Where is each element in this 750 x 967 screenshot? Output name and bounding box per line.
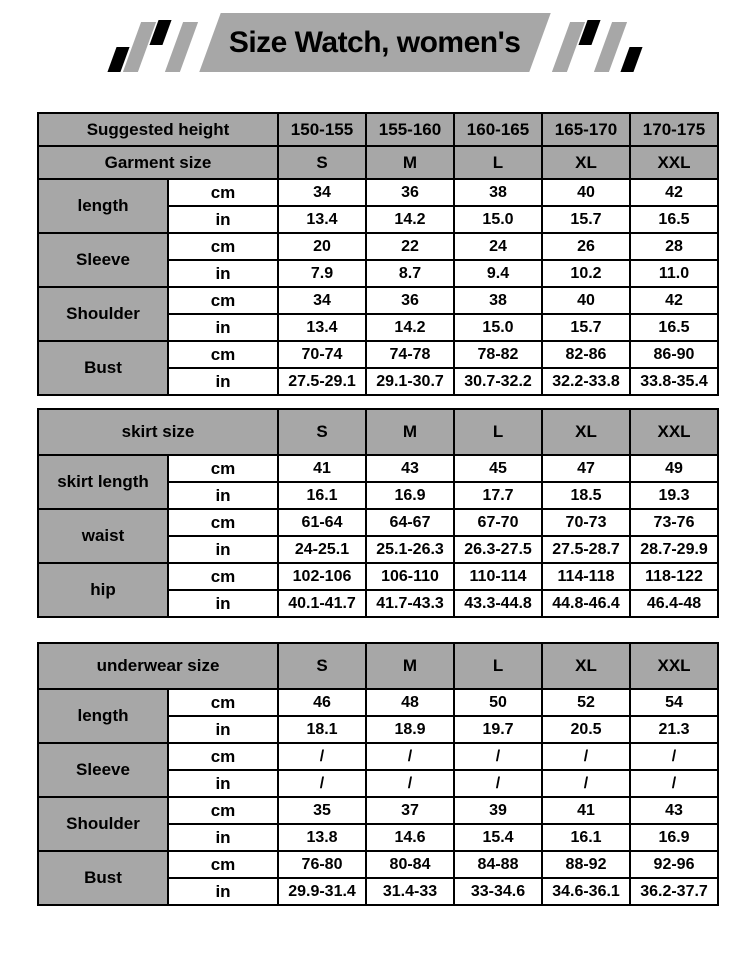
value-cell: / [630, 770, 718, 797]
column-header: S [278, 146, 366, 179]
row-group-label: Sleeve [38, 233, 168, 287]
value-cell: 30.7-32.2 [454, 368, 542, 395]
value-cell: 43.3-44.8 [454, 590, 542, 617]
row-group-label: Shoulder [38, 287, 168, 341]
value-cell: 118-122 [630, 563, 718, 590]
value-cell: / [454, 743, 542, 770]
unit-cell: in [168, 206, 278, 233]
row-group-label: length [38, 689, 168, 743]
value-cell: 40 [542, 179, 630, 206]
column-header: 170-175 [630, 113, 718, 146]
value-cell: 13.4 [278, 206, 366, 233]
row-group-label: Shoulder [38, 797, 168, 851]
value-cell: 8.7 [366, 260, 454, 287]
value-cell: 88-92 [542, 851, 630, 878]
value-cell: / [366, 770, 454, 797]
value-cell: 16.9 [630, 824, 718, 851]
unit-cell: in [168, 536, 278, 563]
value-cell: 41 [542, 797, 630, 824]
unit-cell: in [168, 482, 278, 509]
unit-cell: cm [168, 455, 278, 482]
value-cell: 13.8 [278, 824, 366, 851]
column-header: XXL [630, 409, 718, 455]
value-cell: 15.7 [542, 314, 630, 341]
value-cell: 44.8-46.4 [542, 590, 630, 617]
value-cell: 41 [278, 455, 366, 482]
value-cell: 24-25.1 [278, 536, 366, 563]
value-cell: 16.1 [542, 824, 630, 851]
value-cell: / [630, 743, 718, 770]
value-cell: 14.2 [366, 206, 454, 233]
value-cell: 19.7 [454, 716, 542, 743]
size-table [37, 408, 719, 618]
unit-cell: in [168, 770, 278, 797]
value-cell: 80-84 [366, 851, 454, 878]
unit-cell: cm [168, 851, 278, 878]
value-cell: 27.5-28.7 [542, 536, 630, 563]
value-cell: 18.1 [278, 716, 366, 743]
column-header: XL [542, 643, 630, 689]
column-header: S [278, 409, 366, 455]
value-cell: 15.0 [454, 314, 542, 341]
title-banner-plate [199, 13, 550, 72]
size-table [37, 642, 719, 906]
row-group-label: waist [38, 509, 168, 563]
value-cell: 45 [454, 455, 542, 482]
value-cell: 14.2 [366, 314, 454, 341]
row-group-label: Bust [38, 851, 168, 905]
value-cell: 26.3-27.5 [454, 536, 542, 563]
unit-cell: in [168, 260, 278, 287]
unit-cell: in [168, 716, 278, 743]
value-cell: / [278, 770, 366, 797]
value-cell: 36.2-37.7 [630, 878, 718, 905]
value-cell: 49 [630, 455, 718, 482]
value-cell: 54 [630, 689, 718, 716]
value-cell: 11.0 [630, 260, 718, 287]
value-cell: 73-76 [630, 509, 718, 536]
column-header: L [454, 643, 542, 689]
value-cell: 16.5 [630, 314, 718, 341]
column-header: 160-165 [454, 113, 542, 146]
value-cell: 37 [366, 797, 454, 824]
value-cell: 16.1 [278, 482, 366, 509]
unit-cell: cm [168, 563, 278, 590]
value-cell: 42 [630, 287, 718, 314]
value-cell: 34.6-36.1 [542, 878, 630, 905]
value-cell: 24 [454, 233, 542, 260]
value-cell: 33-34.6 [454, 878, 542, 905]
value-cell: 20 [278, 233, 366, 260]
unit-cell: cm [168, 233, 278, 260]
value-cell: 40 [542, 287, 630, 314]
value-cell: 15.4 [454, 824, 542, 851]
value-cell: 70-74 [278, 341, 366, 368]
value-cell: 38 [454, 287, 542, 314]
value-cell: 42 [630, 179, 718, 206]
value-cell: 18.5 [542, 482, 630, 509]
value-cell: 19.3 [630, 482, 718, 509]
column-header: XXL [630, 146, 718, 179]
column-header: 150-155 [278, 113, 366, 146]
value-cell: 86-90 [630, 341, 718, 368]
row-group-label: skirt length [38, 455, 168, 509]
value-cell: 52 [542, 689, 630, 716]
value-cell: 106-110 [366, 563, 454, 590]
value-cell: 46 [278, 689, 366, 716]
unit-cell: in [168, 368, 278, 395]
value-cell: 36 [366, 287, 454, 314]
value-cell: 41.7-43.3 [366, 590, 454, 617]
column-header: M [366, 146, 454, 179]
value-cell: 32.2-33.8 [542, 368, 630, 395]
value-cell: 14.6 [366, 824, 454, 851]
value-cell: 70-73 [542, 509, 630, 536]
value-cell: 15.7 [542, 206, 630, 233]
column-header: L [454, 409, 542, 455]
value-cell: 31.4-33 [366, 878, 454, 905]
table-header-label: Garment size [38, 146, 278, 179]
value-cell: / [542, 770, 630, 797]
unit-cell: cm [168, 509, 278, 536]
value-cell: 15.0 [454, 206, 542, 233]
value-cell: / [542, 743, 630, 770]
decorative-slash-icon [165, 22, 198, 72]
value-cell: 21.3 [630, 716, 718, 743]
garment-size-table [37, 112, 717, 396]
value-cell: 28 [630, 233, 718, 260]
column-header: S [278, 643, 366, 689]
value-cell: 20.5 [542, 716, 630, 743]
decorative-slash-icon [620, 47, 642, 72]
column-header: XXL [630, 643, 718, 689]
table-header-label: underwear size [38, 643, 278, 689]
unit-cell: cm [168, 743, 278, 770]
value-cell: 29.1-30.7 [366, 368, 454, 395]
value-cell: 50 [454, 689, 542, 716]
value-cell: 29.9-31.4 [278, 878, 366, 905]
value-cell: 102-106 [278, 563, 366, 590]
value-cell: 9.4 [454, 260, 542, 287]
value-cell: 92-96 [630, 851, 718, 878]
title-banner [0, 13, 750, 72]
value-cell: 34 [278, 179, 366, 206]
row-group-label: hip [38, 563, 168, 617]
value-cell: 34 [278, 287, 366, 314]
unit-cell: cm [168, 287, 278, 314]
value-cell: 48 [366, 689, 454, 716]
value-cell: 16.5 [630, 206, 718, 233]
unit-cell: cm [168, 689, 278, 716]
column-header: XL [542, 409, 630, 455]
value-cell: 78-82 [454, 341, 542, 368]
value-cell: / [454, 770, 542, 797]
value-cell: 76-80 [278, 851, 366, 878]
size-table [37, 112, 719, 396]
value-cell: 26 [542, 233, 630, 260]
table-header-label: Suggested height [38, 113, 278, 146]
value-cell: / [278, 743, 366, 770]
value-cell: 27.5-29.1 [278, 368, 366, 395]
skirt-size-table [37, 408, 717, 618]
value-cell: 16.9 [366, 482, 454, 509]
value-cell: 13.4 [278, 314, 366, 341]
value-cell: 28.7-29.9 [630, 536, 718, 563]
unit-cell: in [168, 590, 278, 617]
column-header: M [366, 643, 454, 689]
column-header: 165-170 [542, 113, 630, 146]
value-cell: 35 [278, 797, 366, 824]
row-group-label: length [38, 179, 168, 233]
column-header: L [454, 146, 542, 179]
value-cell: 43 [630, 797, 718, 824]
value-cell: 39 [454, 797, 542, 824]
unit-cell: in [168, 314, 278, 341]
value-cell: 82-86 [542, 341, 630, 368]
row-group-label: Sleeve [38, 743, 168, 797]
value-cell: 10.2 [542, 260, 630, 287]
value-cell: 33.8-35.4 [630, 368, 718, 395]
unit-cell: cm [168, 797, 278, 824]
value-cell: 22 [366, 233, 454, 260]
value-cell: 36 [366, 179, 454, 206]
value-cell: 74-78 [366, 341, 454, 368]
unit-cell: cm [168, 341, 278, 368]
value-cell: 40.1-41.7 [278, 590, 366, 617]
value-cell: 67-70 [454, 509, 542, 536]
value-cell: 18.9 [366, 716, 454, 743]
value-cell: 64-67 [366, 509, 454, 536]
value-cell: 110-114 [454, 563, 542, 590]
unit-cell: in [168, 878, 278, 905]
unit-cell: cm [168, 179, 278, 206]
column-header: XL [542, 146, 630, 179]
row-group-label: Bust [38, 341, 168, 395]
value-cell: 25.1-26.3 [366, 536, 454, 563]
unit-cell: in [168, 824, 278, 851]
value-cell: 114-118 [542, 563, 630, 590]
value-cell: 47 [542, 455, 630, 482]
value-cell: / [366, 743, 454, 770]
value-cell: 43 [366, 455, 454, 482]
value-cell: 7.9 [278, 260, 366, 287]
value-cell: 84-88 [454, 851, 542, 878]
decorative-slash-icon [552, 22, 585, 72]
value-cell: 17.7 [454, 482, 542, 509]
table-header-label: skirt size [38, 409, 278, 455]
column-header: M [366, 409, 454, 455]
page-title: Size Watch, women's [229, 25, 521, 59]
value-cell: 38 [454, 179, 542, 206]
value-cell: 46.4-48 [630, 590, 718, 617]
value-cell: 61-64 [278, 509, 366, 536]
underwear-size-table [37, 642, 717, 906]
column-header: 155-160 [366, 113, 454, 146]
